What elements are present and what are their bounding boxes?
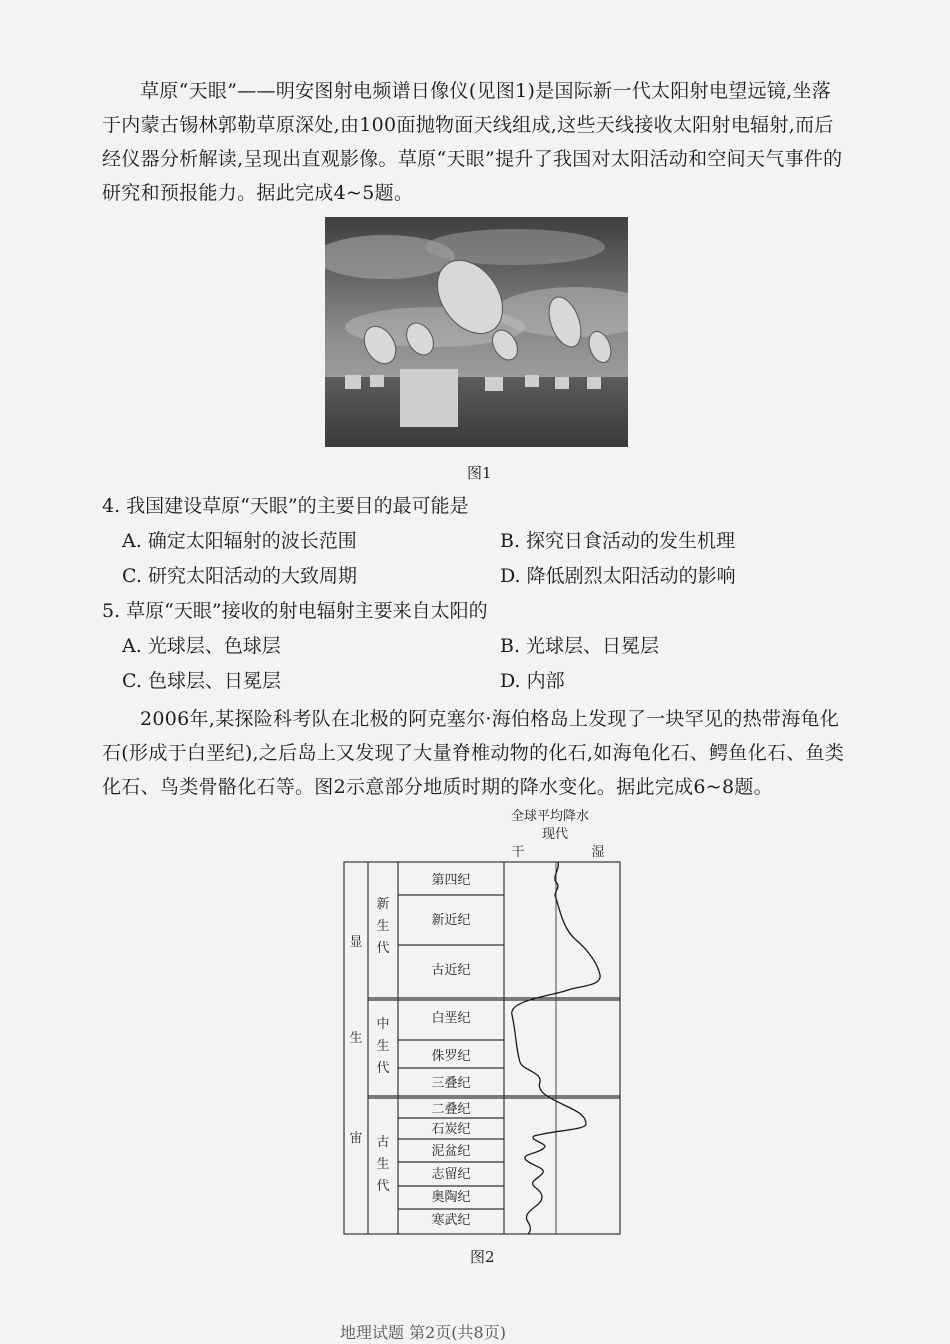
figure1-caption: 图1 — [467, 464, 492, 482]
period-ordovician: 奥陶纪 — [431, 1190, 471, 1205]
radio-telescope-photo — [325, 217, 628, 447]
eon-char-3: 宙 — [349, 1131, 363, 1146]
dish-antenna-array-illustration — [325, 217, 628, 447]
era-paleozoic-char-2: 生 — [376, 1157, 390, 1172]
question-4-option-b: B. 探究日食活动的发生机理 — [500, 530, 736, 552]
era-paleozoic-char-1: 古 — [376, 1135, 390, 1150]
era-paleozoic-char-3: 代 — [376, 1179, 390, 1194]
chart-header-title: 全球平均降水 — [510, 809, 590, 824]
period-quaternary: 第四纪 — [431, 873, 471, 888]
period-carboniferous: 石炭纪 — [431, 1122, 471, 1137]
passage-tianyan: 草原“天眼”——明安图射电频谱日像仪(见图1)是国际新一代太阳射电望远镜,坐落于内蒙古锡林郭勒草原深处,由100面抛物面天线组成,这些天线接收太阳射电辐射,而后经仪器分析解读,呈现出直观影像。草原“天眼”提升了我国对太阳活动和空间天气事件的研究和预报能力。据此完成4~5题。 — [102, 80, 843, 204]
question-4-stem: 4. 我国建设草原“天眼”的主要目的最可能是 — [102, 495, 469, 517]
era-mesozoic-char-1: 中 — [376, 1017, 390, 1032]
eon-char-1: 显 — [349, 935, 363, 950]
page-footer: 地理试题 第2页(共8页) — [340, 1323, 506, 1342]
period-jurassic: 侏罗纪 — [431, 1049, 471, 1064]
question-4-option-a: A. 确定太阳辐射的波长范围 — [122, 530, 357, 552]
period-paleogene: 古近纪 — [431, 963, 471, 978]
question-5-stem: 5. 草原“天眼”接收的射电辐射主要来自太阳的 — [102, 600, 488, 622]
era-cenozoic-char-3: 代 — [376, 941, 390, 956]
question-5-option-c: C. 色球层、日冕层 — [122, 670, 281, 692]
era-cenozoic-char-1: 新 — [376, 897, 390, 912]
wet-label: 湿 — [591, 845, 605, 860]
period-triassic: 三叠纪 — [431, 1076, 471, 1091]
figure2-precipitation-chart — [330, 800, 630, 1254]
question-5-option-b: B. 光球层、日冕层 — [500, 635, 660, 657]
question-4-option-c: C. 研究太阳活动的大致周期 — [122, 565, 357, 587]
chart-header-sub: 现代 — [541, 827, 569, 842]
period-silurian: 志留纪 — [431, 1167, 471, 1182]
period-permian: 二叠纪 — [431, 1102, 471, 1117]
era-mesozoic-char-2: 生 — [376, 1039, 390, 1054]
period-cambrian: 寒武纪 — [431, 1213, 471, 1228]
passage-fossils: 2006年,某探险科考队在北极的阿克塞尔·海伯格岛上发现了一块罕见的热带海龟化石(形成于白垩纪),之后岛上又发现了大量脊椎动物的化石,如海龟化石、鳄鱼化石、鱼类化石、鸟类骨骼化石等。图2示意部分地质时期的降水变化。据此完成6~8题。 — [102, 708, 845, 798]
eon-char-2: 生 — [349, 1031, 363, 1046]
question-5-option-d: D. 内部 — [500, 670, 565, 692]
question-5-option-a: A. 光球层、色球层 — [122, 635, 281, 657]
figure2-caption: 图2 — [470, 1248, 495, 1266]
dry-label: 干 — [511, 845, 525, 860]
period-cretaceous: 白垩纪 — [431, 1011, 471, 1026]
period-devonian: 泥盆纪 — [431, 1144, 471, 1159]
era-cenozoic-char-2: 生 — [376, 919, 390, 934]
period-neogene: 新近纪 — [431, 913, 471, 928]
era-mesozoic-char-3: 代 — [376, 1061, 390, 1076]
question-4-option-d: D. 降低剧烈太阳活动的影响 — [500, 565, 736, 587]
